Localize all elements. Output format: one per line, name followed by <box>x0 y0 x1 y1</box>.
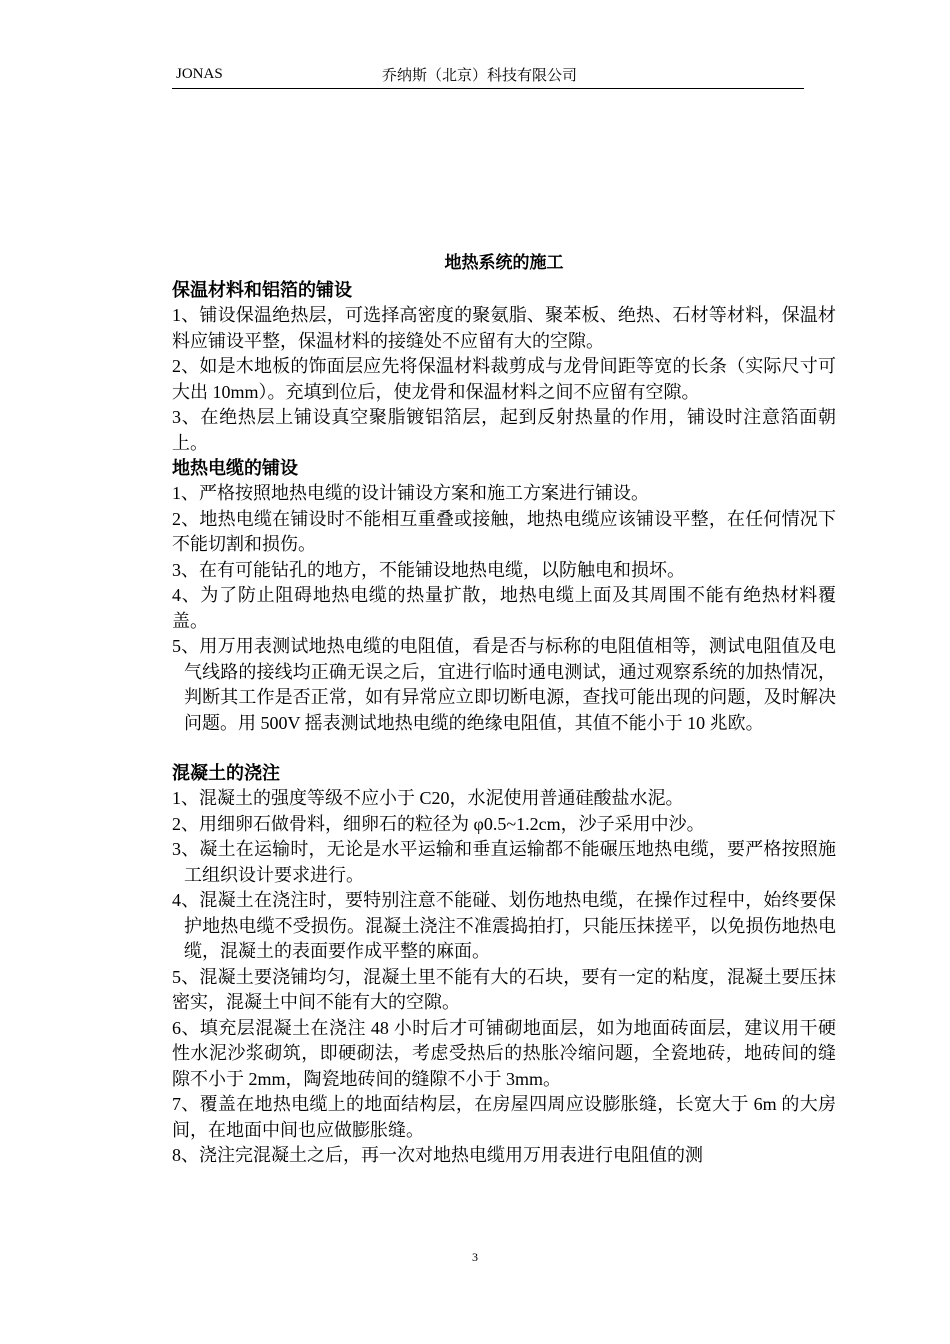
paragraph: 1、严格按照地热电缆的设计铺设方案和施工方案进行铺设。 <box>172 483 649 503</box>
section-heading-insulation: 保温材料和铝箔的铺设 <box>172 280 352 301</box>
paragraph: 6、填充层混凝土在浇注 48 小时后才可铺砌地面层，如为地面砖面层，建议用干硬性水泥沙浆砌筑，即硬砌法，考虑受热后的热胀冷缩问题，全瓷地砖，地砖间的缝隙不小于 2mm，陶瓷地砖间的缝隙不小于 3mm。 <box>172 1017 836 1089</box>
paragraph: 2、用细卵石做骨料，细卵石的粒径为 φ0.5~1.2cm，沙子采用中沙。 <box>172 813 705 834</box>
blank-line <box>172 736 836 761</box>
paragraph: 3、在绝热层上铺设真空聚脂镀铝箔层，起到反射热量的作用，铺设时注意箔面朝上。 <box>172 407 836 453</box>
document-title: 地热系统的施工 <box>444 253 564 273</box>
document-body <box>172 248 836 1169</box>
paragraph: 2、地热电缆在铺设时不能相互重叠或接触，地热电缆应该铺设平整，在任何情况下不能切割和损伤。 <box>172 508 836 554</box>
paragraph: 3、在有可能钻孔的地方，不能铺设地热电缆，以防触电和损坏。 <box>172 559 685 580</box>
paragraph: 1、铺设保温绝热层，可选择高密度的聚氨脂、聚苯板、绝热、石材等材料，保温材料应铺设平整，保温材料的接缝处不应留有大的空隙。 <box>172 305 836 351</box>
section-heading-concrete: 混凝土的浇注 <box>172 763 280 784</box>
paragraph: 4、为了防止阻碍地热电缆的热量扩散，地热电缆上面及其周围不能有绝热材料覆盖。 <box>172 585 836 631</box>
page-header <box>172 64 804 89</box>
paragraph: 3、凝土在运输时，无论是水平运输和垂直运输都不能碾压地热电缆，要严格按照施工组织设计要求进行。 <box>172 839 836 885</box>
paragraph: 5、混凝土要浇铺均匀，混凝土里不能有大的石块，要有一定的粘度，混凝土要压抹密实，混凝土中间不能有大的空隙。 <box>172 966 836 1012</box>
paragraph: 7、覆盖在地热电缆上的地面结构层，在房屋四周应设膨胀缝，长宽大于 6m 的大房间，在地面中间也应做膨胀缝。 <box>172 1094 836 1140</box>
page-number: 3 <box>472 1250 478 1264</box>
paragraph: 5、用万用表测试地热电缆的电阻值，看是否与标称的电阻值相等，测试电阻值及电气线路的接线均正确无误之后，宜进行临时通电测试，通过观察系统的加热情况，判断其工作是否正常，如有异常应立即切断电源，查找可能出现的问题，及时解决问题。用 500V 摇表测试地热电缆的绝缘电阻值，其值不能小于 10 兆欧。 <box>172 636 836 733</box>
paragraph: 4、混凝土在浇注时，要特别注意不能碰、划伤地热电缆，在操作过程中，始终要保护地热电缆不受损伤。混凝土浇注不准震捣拍打，只能压抹搓平，以免损伤地热电缆，混凝土的表面要作成平整的麻面。 <box>172 890 836 961</box>
header-company: 乔纳斯（北京）科技有限公司 <box>382 66 578 84</box>
section-heading-cable: 地热电缆的铺设 <box>172 458 298 479</box>
paragraph: 2、如是木地板的饰面层应先将保温材料裁剪成与龙骨间距等宽的长条（实际尺寸可大出 10mm）。充填到位后，使龙骨和保温材料之间不应留有空隙。 <box>172 356 836 402</box>
paragraph: 1、混凝土的强度等级不应小于 C20，水泥使用普通硅酸盐水泥。 <box>172 788 684 808</box>
paragraph: 8、浇注完混凝土之后，再一次对地热电缆用万用表进行电阻值的测 <box>172 1145 703 1165</box>
header-brand: JONAS <box>176 66 223 82</box>
